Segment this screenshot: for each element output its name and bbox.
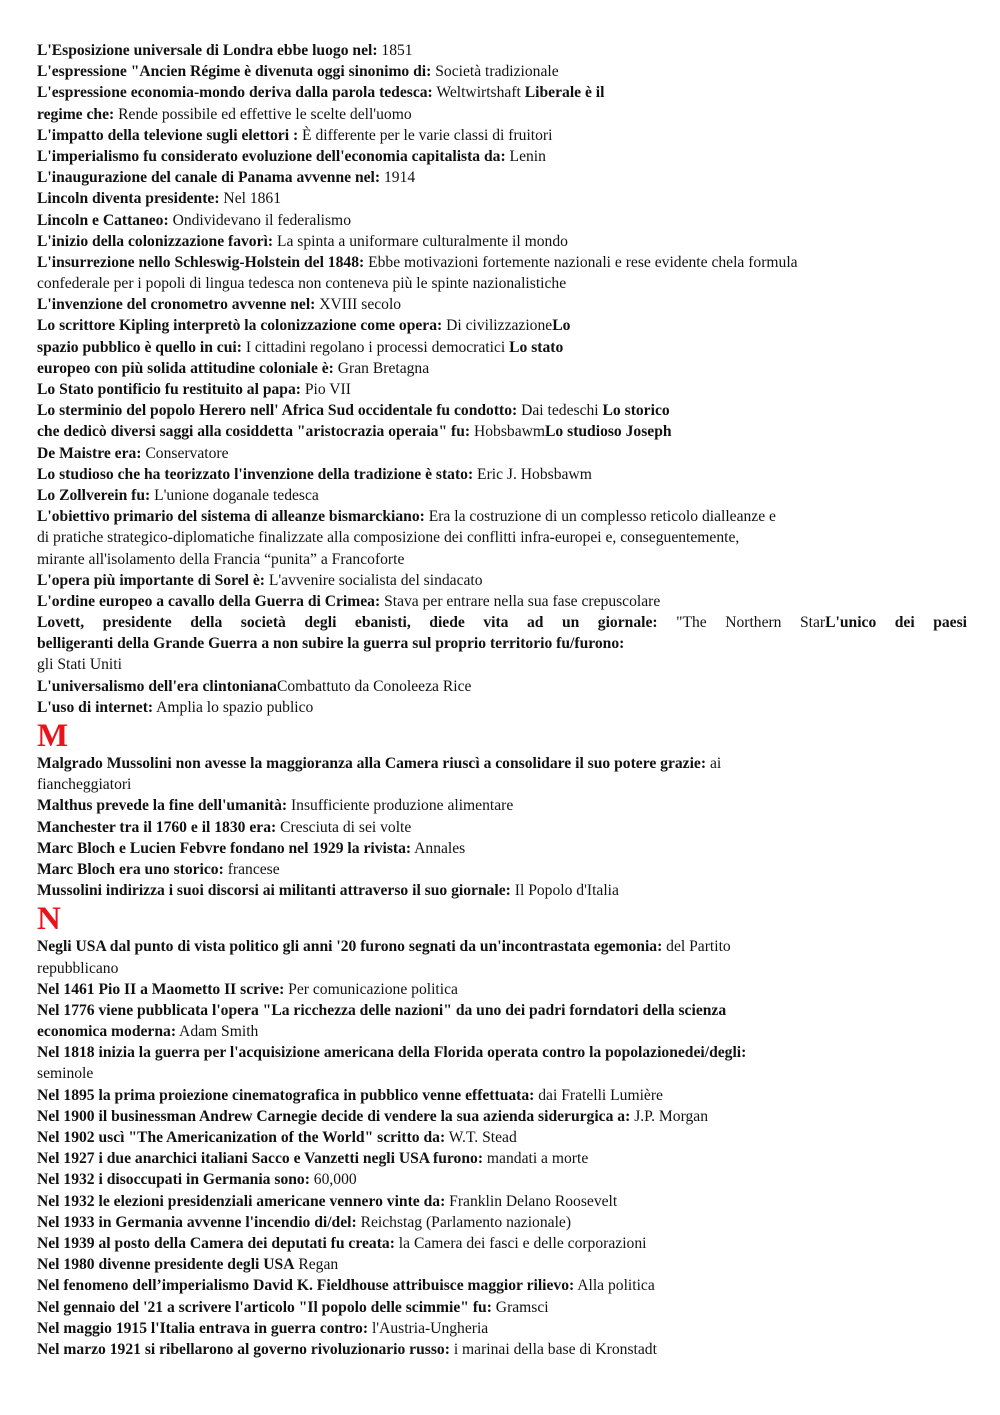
entry-line xyxy=(37,880,967,901)
answer-text: Per comunicazione politica xyxy=(284,980,458,998)
answer-text: seminole xyxy=(37,1065,94,1083)
entry-line xyxy=(37,1063,967,1084)
answer-text: Insufficiente produzione alimentare xyxy=(287,797,514,815)
answer-text: confederale per i popoli di lingua tedesca non conteneva più le spinte nazionalistiche xyxy=(37,275,567,293)
answer-text: Hobsbawm xyxy=(470,423,546,441)
entry-line xyxy=(37,612,967,633)
entry-line xyxy=(37,633,967,654)
question-text: Lincoln diventa presidente: xyxy=(37,190,220,208)
entry-line xyxy=(37,188,967,209)
question-text: Nel 1927 i due anarchici italiani Sacco e Vanzetti negli USA furono: xyxy=(37,1150,484,1168)
question-text: Nel 1818 inizia la guerra per l'acquisizione americana della Florida operata contro la popolazionedei/degli: xyxy=(37,1044,747,1062)
question-text: L'universalismo dell'era clintoniana xyxy=(37,677,277,695)
entry-line xyxy=(37,61,967,82)
question-text: L'invenzione del cronometro avvenne nel: xyxy=(37,296,316,314)
section-letter-n: N xyxy=(37,901,61,938)
question-text: economica moderna: xyxy=(37,1023,177,1041)
entry-line xyxy=(37,1169,967,1190)
question-text: L'obiettivo primario del sistema di alleanze bismarckiano: xyxy=(37,508,425,526)
question-text: L'impatto della televione sugli elettori : xyxy=(37,126,299,144)
question-text: Nel 1932 le elezioni presidenziali americane vennero vinte da: xyxy=(37,1192,446,1210)
answer-text: l'Austria-Ungheria xyxy=(368,1319,489,1337)
question-text: Lo xyxy=(552,317,571,335)
question-text: Liberale è il xyxy=(524,84,605,102)
entry-line xyxy=(37,421,967,442)
answer-text: Stava per entrare nella sua fase crepuscolare xyxy=(380,592,661,610)
question-text: L'insurrezione nello Schleswig-Holstein del 1848: xyxy=(37,253,365,271)
entry-line xyxy=(37,549,967,570)
question-text: Nel 1902 uscì "The Americanization of the World" scritto da: xyxy=(37,1129,446,1146)
section-m-entries xyxy=(37,753,967,901)
entry-line xyxy=(37,252,967,273)
question-text: Nel 1895 la prima proiezione cinematografica in pubblico venne effettuata: xyxy=(37,1086,535,1104)
answer-text: Conservatore xyxy=(141,444,229,462)
answer-text: Gramsci xyxy=(491,1298,549,1316)
answer-text: Combattuto da Conoleeza Rice xyxy=(276,677,472,695)
question-text: Lo sterminio del popolo Herero nell' Africa Sud occidentale fu condotto: xyxy=(37,402,518,420)
answer-text: I cittadini regolano i processi democratici xyxy=(241,338,510,356)
question-text: Nel 1776 viene pubblicata l'opera "La ricchezza delle nazioni" da uno dei padri forndatori della scienza xyxy=(37,1001,727,1019)
entry-line xyxy=(37,485,967,506)
answer-text: Gran Bretagna xyxy=(333,359,430,377)
question-text: Lovett, presidente della società degli ebanisti, diede vita ad un giornale: xyxy=(37,614,658,632)
question-text: L'inaugurazione del canale di Panama avvenne nel: xyxy=(37,169,381,187)
entry-line xyxy=(37,443,967,464)
answer-text: L'unione doganale tedesca xyxy=(150,486,319,504)
question-text: europeo con più solida attitudine coloniale è: xyxy=(37,359,334,377)
answer-text: Società tradizionale xyxy=(431,63,559,81)
entry-line xyxy=(37,1212,967,1233)
question-text: L'espressione "Ancien Régime è divenuta oggi sinonimo di: xyxy=(37,63,432,81)
question-text: che dedicò diversi saggi alla cosiddetta "aristocrazia operaia" fu: xyxy=(37,423,471,441)
question-text: Mussolini indirizza i suoi discorsi ai militanti attraverso il suo giornale: xyxy=(37,882,511,900)
answer-text: fiancheggiatori xyxy=(37,776,132,794)
question-text: Nel maggio 1915 l'Italia entrava in guerra contro: xyxy=(37,1319,369,1337)
entry-line xyxy=(37,753,967,774)
question-text: Negli USA dal punto di vista politico gli anni '20 furono segnati da un'incontrastata egemonia: xyxy=(37,938,663,956)
entry-line xyxy=(37,294,967,315)
question-text: Manchester tra il 1760 e il 1830 era: xyxy=(37,818,277,836)
answer-text: i marinai della base di Kronstadt xyxy=(449,1340,657,1358)
question-text: L'ordine europeo a cavallo della Guerra di Crimea: xyxy=(37,592,381,610)
entry-line xyxy=(37,958,967,979)
entry-line xyxy=(37,527,967,548)
entry-line xyxy=(37,506,967,527)
answer-text: Adam Smith xyxy=(176,1023,259,1041)
answer-text: gli Stati Uniti xyxy=(37,656,122,674)
answer-text: Era la costruzione di un complesso reticolo dialleanze e xyxy=(424,508,776,526)
entry-line xyxy=(37,676,967,697)
entry-line xyxy=(37,358,967,379)
answer-text: Amplia lo spazio publico xyxy=(153,698,314,716)
answer-text: Rende possibile ed effettive le scelte dell'uomo xyxy=(114,105,412,123)
entry-line xyxy=(37,654,967,675)
answer-text: Cresciuta di sei volte xyxy=(276,818,412,836)
entry-line xyxy=(37,936,967,957)
answer-text: 1851 xyxy=(377,42,413,59)
entry-line xyxy=(37,838,967,859)
answer-text: 60,000 xyxy=(309,1171,357,1189)
question-text: spazio pubblico è quello in cui: xyxy=(37,338,242,356)
answer-text: Pio VII xyxy=(300,381,351,398)
answer-text: XVIII secolo xyxy=(315,296,402,314)
question-text: L'opera più importante di Sorel è: xyxy=(37,571,265,589)
question-text: Malthus prevede la fine dell'umanità: xyxy=(37,797,288,815)
answer-text: francese xyxy=(223,860,280,878)
question-text: Lincoln e Cattaneo: xyxy=(37,211,169,229)
entry-line xyxy=(37,1042,967,1063)
answer-text: Franklin Delano Roosevelt xyxy=(445,1192,618,1210)
answer-text: Dai tedeschi xyxy=(517,402,603,420)
answer-text: mandati a morte xyxy=(483,1150,589,1168)
entry-line xyxy=(37,1000,967,1021)
question-text: Nel marzo 1921 si ribellarono al governo rivoluzionario russo: xyxy=(37,1340,450,1358)
answer-text: Weltwirtshaft xyxy=(432,84,525,102)
answer-text: Il Popolo d'Italia xyxy=(510,882,619,900)
answer-text: di pratiche strategico-diplomatiche finalizzate alla composizione dei conflitti infra-europei e, conseguentemente, xyxy=(37,529,740,547)
answer-text: Annales xyxy=(411,839,466,857)
question-text: Nel 1933 in Germania avvenne l'incendio di/del: xyxy=(37,1213,357,1231)
answer-text: Ondividevano il federalismo xyxy=(168,211,351,229)
entry-line xyxy=(37,1297,967,1318)
question-text: Nel 1900 il businessman Andrew Carnegie decide di vendere la sua azienda siderurgica a: xyxy=(37,1107,631,1125)
question-text: Nel 1932 i disoccupati in Germania sono: xyxy=(37,1171,310,1189)
entry-line xyxy=(37,1233,967,1254)
entry-line xyxy=(37,273,967,294)
answer-text: È differente per le varie classi di fruitori xyxy=(298,126,553,144)
answer-text: repubblicano xyxy=(37,959,119,977)
question-text: Nel fenomeno dell’imperialismo David K. Fieldhouse attribuisce maggior rilievo: xyxy=(37,1277,575,1295)
question-text: Nel 1461 Pio II a Maometto II scrive: xyxy=(37,980,285,998)
question-text: L'uso di internet: xyxy=(37,698,154,716)
entry-line xyxy=(37,464,967,485)
entry-line xyxy=(37,1191,967,1212)
question-text: belligeranti della Grande Guerra a non subire la guerra sul proprio territorio fu/furono: xyxy=(37,635,625,653)
entry-line xyxy=(37,40,967,61)
question-text: L'inizio della colonizzazione favorì: xyxy=(37,232,274,250)
entry-line xyxy=(37,774,967,795)
answer-text: del Partito xyxy=(662,938,731,956)
answer-text: W.T. Stead xyxy=(445,1129,517,1146)
answer-text: Alla politica xyxy=(574,1277,655,1295)
entry-line xyxy=(37,400,967,421)
question-text: Lo Stato pontificio fu restituito al papa: xyxy=(37,381,301,398)
section-n-entries xyxy=(37,936,967,1360)
document-page xyxy=(37,40,967,1360)
question-text: De Maistre era: xyxy=(37,444,142,462)
entry-line xyxy=(37,859,967,880)
answer-text: Di civilizzazione xyxy=(442,317,553,335)
entry-line xyxy=(37,1148,967,1169)
entry-line xyxy=(37,379,967,400)
answer-text: ai xyxy=(706,755,722,772)
entry-line xyxy=(37,697,967,718)
entry-line xyxy=(37,570,967,591)
question-text: Lo Zollverein fu: xyxy=(37,486,151,504)
question-text: L'imperialismo fu considerato evoluzione dell'economia capitalista da: xyxy=(37,147,506,165)
answer-text: Reichstag (Parlamento nazionale) xyxy=(356,1213,572,1231)
answer-text: La spinta a uniformare culturalmente il mondo xyxy=(273,232,568,250)
entry-line xyxy=(37,1318,967,1339)
question-text: L'unico dei paesi xyxy=(825,614,967,632)
entry-line xyxy=(37,1275,967,1296)
section-letter-m: M xyxy=(37,718,69,754)
question-text: regime che: xyxy=(37,105,115,123)
entry-line xyxy=(37,210,967,231)
answer-text: la Camera dei fasci e delle corporazioni xyxy=(394,1234,647,1252)
entry-line xyxy=(37,104,967,125)
entry-line xyxy=(37,1254,967,1275)
answer-text: Lenin xyxy=(505,147,546,165)
entry-line xyxy=(37,125,967,146)
entry-line xyxy=(37,167,967,188)
answer-text: Regan xyxy=(294,1256,339,1274)
answer-text: dai Fratelli Lumière xyxy=(534,1086,663,1104)
answer-text: L'avvenire socialista del sindacato xyxy=(264,571,483,589)
entry-line xyxy=(37,1339,967,1360)
entry-line xyxy=(37,146,967,167)
answer-text: 1914 xyxy=(380,169,416,187)
answer-text: Ebbe motivazioni fortemente nazionali e rese evidente chela formula xyxy=(364,253,798,271)
entry-line xyxy=(37,82,967,103)
question-text: Lo scrittore Kipling interpretò la colonizzazione come opera: xyxy=(37,317,443,335)
question-text: Lo studioso Joseph xyxy=(545,423,672,441)
entry-line xyxy=(37,315,967,336)
question-text: Marc Bloch era uno storico: xyxy=(37,860,224,878)
question-text: Lo stato xyxy=(509,338,564,356)
question-text: Nel gennaio del '21 a scrivere l'articolo "Il popolo delle scimmie" fu: xyxy=(37,1298,492,1316)
answer-text: Nel 1861 xyxy=(219,190,282,208)
entry-line xyxy=(37,1085,967,1106)
entry-line xyxy=(37,231,967,252)
answer-text: Eric J. Hobsbawm xyxy=(473,465,592,483)
entry-line xyxy=(37,591,967,612)
section-l-entries xyxy=(37,40,967,718)
question-text: Malgrado Mussolini non avesse la maggioranza alla Camera riuscì a consolidare il suo potere grazie: xyxy=(37,755,707,772)
question-text: Nel 1980 divenne presidente degli USA xyxy=(37,1256,295,1274)
entry-line xyxy=(37,1106,967,1127)
question-text: Marc Bloch e Lucien Febvre fondano nel 1929 la rivista: xyxy=(37,839,412,857)
entry-line xyxy=(37,817,967,838)
question-text: Nel 1939 al posto della Camera dei deputati fu creata: xyxy=(37,1234,395,1252)
answer-text: J.P. Morgan xyxy=(630,1107,708,1125)
question-text: Lo storico xyxy=(602,402,670,420)
entry-line xyxy=(37,337,967,358)
answer-text: mirante all'isolamento della Francia “punita” a Francoforte xyxy=(37,550,405,568)
question-text: L'Esposizione universale di Londra ebbe luogo nel: xyxy=(37,42,378,59)
answer-text: "The Northern Star xyxy=(657,614,826,632)
entry-line xyxy=(37,1021,967,1042)
question-text: L'espressione economia-mondo deriva dalla parola tedesca: xyxy=(37,84,433,102)
question-text: Lo studioso che ha teorizzato l'invenzione della tradizione è stato: xyxy=(37,465,474,483)
entry-line xyxy=(37,795,967,816)
entry-line xyxy=(37,979,967,1000)
entry-line xyxy=(37,1127,967,1148)
